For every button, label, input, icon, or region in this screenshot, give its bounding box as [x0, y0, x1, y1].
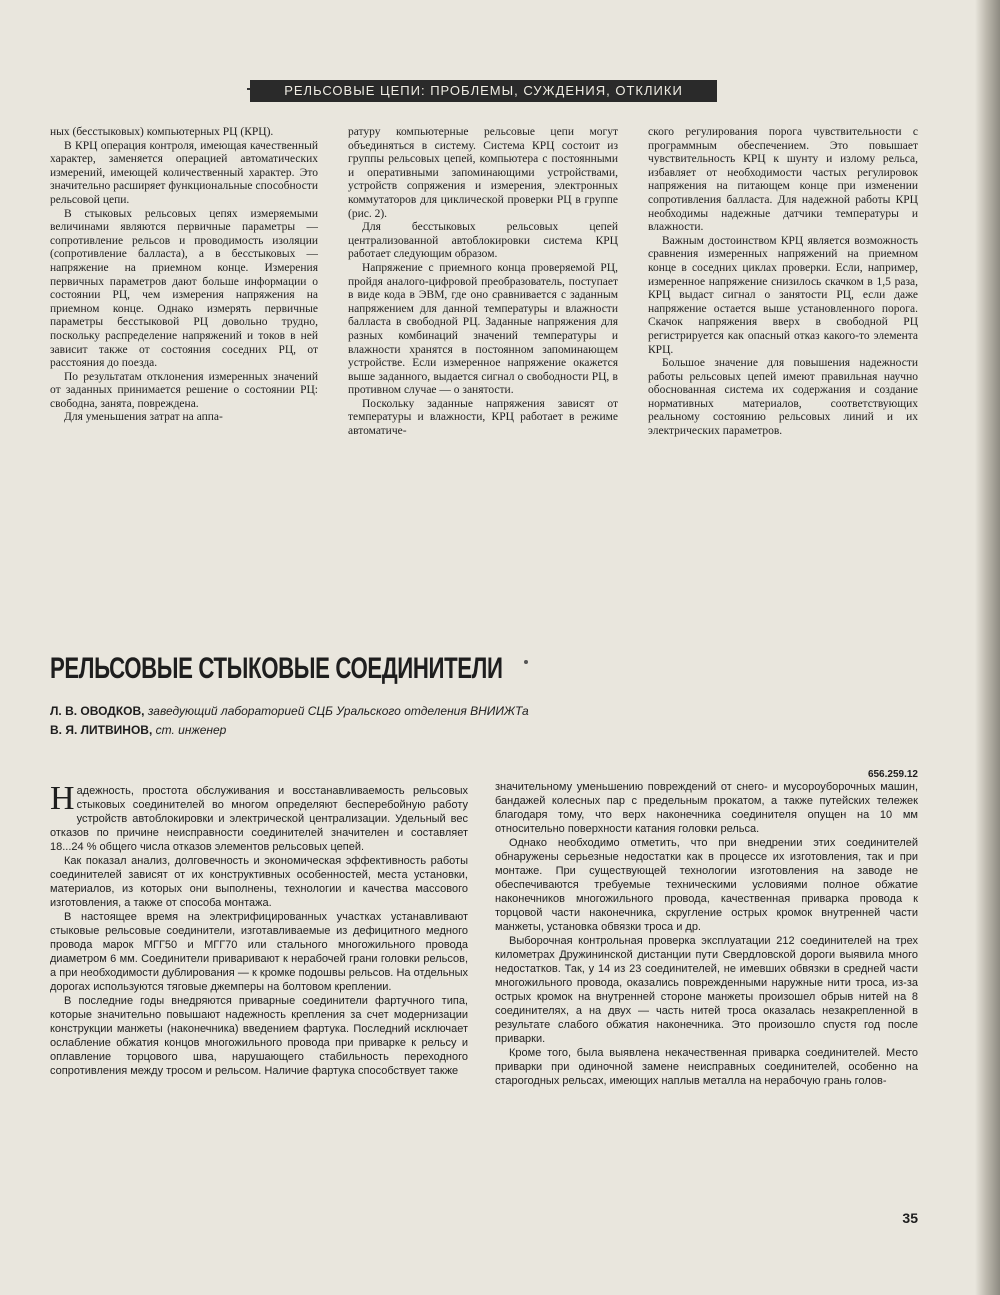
paragraph: Для бесстыковых рельсовых цепей централизованной автоблокировки система КРЦ работает следующим образом. — [348, 221, 618, 261]
author-role: заведующий лабораторией СЦБ Уральского отделения ВНИИЖТа — [144, 704, 529, 718]
paragraph: Важным достоинством КРЦ является возможность сравнения измеренных напряжений на приемном конце в соседних циклах проверки. Если, например, измеренное напряжение снизилось скачком в 1,5 раза, КРЦ выдаст сигнал о занятости РЦ, если даже напряжение остается выше установленного порога. Скачок напряжения вверх в свободной РЦ регистрируется как опасный отказ какого-то элемента КРЦ. — [648, 234, 918, 356]
article-column-1 — [50, 784, 468, 1208]
lead-paragraph — [50, 784, 468, 854]
author-name: В. Я. ЛИТВИНОВ, — [50, 723, 153, 737]
author-line-2 — [50, 723, 226, 737]
section-banner: РЕЛЬСОВЫЕ ЦЕПИ: ПРОБЛЕМЫ, СУЖДЕНИЯ, ОТКЛИКИ — [250, 80, 717, 102]
paragraph: Выборочная контрольная проверка эксплуатации 212 соединителей на трех километрах Дружининской дистанции пути Свердловской дороги выявила много недостатков. Так, у 14 из 23 соединителей, не имевших обвязки в средней части многожильного провода, оказались поврежденными наружные нити троса, из-за острых кромок на внутренней стороне манжеты произошел обрыв нитей на 8 соединителях, а на двух — часть нитей троса оказалась незакрепленной в результате слабого обжатия наконечника. Это произошло спустя год после приварки. — [495, 935, 918, 1045]
author-name: Л. В. ОВОДКОВ, — [50, 704, 145, 718]
paragraph: В настоящее время на электрифицированных участках устанавливают стыковые рельсовые соединители, изготавливаемые из дефицитного медного провода марок МГГ50 и МГГ70 или стального многожильного провода диаметром 6 мм. Соединители приваривают к нерабочей грани головки рельсов, а при необходимости дублирования — к кромке подошвы рельсов. На отдельных дорогах используются тяговые джемперы на болтовом креплении. — [50, 911, 468, 993]
paragraph: Напряжение с приемного конца проверяемой РЦ, пройдя аналого-цифровой преобразователь, поступает в виде кода в ЭВМ, где оно сравнивается с заданным напряжением для данной температуры и влажности балласта в свободной РЦ. Заданные напряжения для разных комбинаций значений температуры и влажности хранятся в постоянном запоминающем устройстве. Если измеренное напряжение окажется выше заданного, выдается сигнал о свободности РЦ, в противном случае — о занятости. — [348, 261, 618, 397]
udk-code: 656.259.12 — [867, 769, 918, 780]
page-number: 35 — [902, 1210, 918, 1226]
paragraph: ского регулирования порога чувствительности с программным обеспечением. Это повышает чувствительность КРЦ к шунту и излому рельса, избавляет от необходимости частых регулировок напряжения на питающем конце при изменении сопротивления балласта. Для надежной работы КРЦ необходимы надежные датчики температуры и влажности. — [648, 126, 918, 234]
article-column-2 — [495, 780, 918, 1208]
article-title: РЕЛЬСОВЫЕ СТЫКОВЫЕ СОЕДИНИТЕЛИ — [50, 652, 503, 685]
paragraph: ных (бесстыковых) компьютерных РЦ (КРЦ). — [50, 126, 274, 138]
paragraph: Однако необходимо отметить, что при внедрении этих соединителей обнаружены серьезные недостатки как в процессе их изготовления, так и при монтаже. При существующей технологии изготовления на заводе не обеспечиваются требуемые техническими условиями полное обжатие наконечников многожильного провода, качественная приварка провода к торцовой части наконечника, скругление острых кромок внутренней части манжеты, установка обвязки троса и др. — [495, 837, 918, 933]
paragraph: Большое значение для повышения надежности работы рельсовых цепей имеют правильная научно обоснованная система их содержания и создание нормативных материалов, соответствующих реальному состоянию рельсовых линий и их электрических параметров. — [648, 357, 918, 438]
lead-text: адежность, простота обслуживания и восстанавливаемость рельсовых стыковых соединителей во многом определяют бесперебойную работу устройств автоблокировки и электрической централизации. Удельный вес отказов по причине неисправности соединителей значителен и составляет 18...24 % общего числа отказов элементов рельсовых цепей. — [50, 785, 468, 853]
top-article-column-1 — [50, 126, 318, 574]
top-article-column-2 — [348, 126, 618, 574]
top-article-column-3 — [648, 126, 918, 574]
author-role: ст. инженер — [152, 723, 227, 737]
paragraph: Как показал анализ, долговечность и экономическая эффективность работы соединителей зависят от их конструктивных особенностей, места установки, материалов, из которых они выполнены, технологии и качества массового изготовления, а также от способа монтажа. — [50, 855, 468, 909]
author-line-1 — [50, 704, 529, 718]
paragraph: Кроме того, была выявлена некачественная приварка соединителей. Место приварки при одиночной замене неисправных соединителей, особенно на старогодных рельсах, имеющих наплыв металла на нерабочую грань голов- — [495, 1047, 918, 1087]
paragraph: В последние годы внедряются приварные соединители фартучного типа, которые значительно повышают надежность крепления за счет модернизации конструкции манжеты (наконечника) введением фартука. Последний исключает ослабление обжатия концов многожильного провода при приварке к рельсу и оплавление торцового шва, нарушающего стабильность переходного сопротивления между тросом и рельсом. Наличие фартука способствует также — [50, 995, 468, 1077]
paragraph: По результатам отклонения измеренных значений от заданных принимается решение о состоянии РЦ: свободна, занята, повреждена. — [50, 370, 318, 410]
paragraph: Поскольку заданные напряжения зависят от температуры и влажности, КРЦ работает в режиме автоматиче- — [348, 397, 618, 438]
drop-cap: Н — [50, 784, 75, 817]
paragraph: ратуру компьютерные рельсовые цепи могут объединяться в систему. Система КРЦ состоит из группы рельсовых цепей, компьютера с постоянными и оперативными запоминающими устройствами, устройств сопряжения и измерения, электронных коммутаторов для циклической проверки РЦ в группе (рис. 2). — [348, 126, 618, 220]
paragraph: В КРЦ операция контроля, имеющая качественный характер, заменяется операцией автоматических измерений, имеющей количественный характер. Это значительно расширяет функциональные способности рельсовой цепи. — [50, 139, 318, 206]
paragraph: значительному уменьшению повреждений от снего- и мусороуборочных машин, бандажей колесных пар с предельным прокатом, а также путейских тележек благодаря тому, что верх наконечника соединителя опущен на 10 мм относительно поверхности катания головки рельса. — [495, 781, 918, 835]
stray-dot — [524, 660, 528, 664]
paragraph: В стыковых рельсовых цепях измеряемыми величинами являются первичные параметры — сопротивление рельсов и проводимость изоляции (сопротивление балласта), а в бесстыковых — напряжение на приемном конце. Измерения первичных параметров дают больше информации о состоянии РЦ, чем измерения напряжения на приемном конце. Однако измерять первичные параметры бесстыковой РЦ довольно трудно, поскольку распределение напряжений и токов в ней зависит также от состояния соседних РЦ, от расстояния до поезда. — [50, 207, 318, 370]
page-spine-shadow — [975, 0, 1000, 1295]
paragraph: Для уменьшения затрат на аппа- — [64, 411, 223, 424]
